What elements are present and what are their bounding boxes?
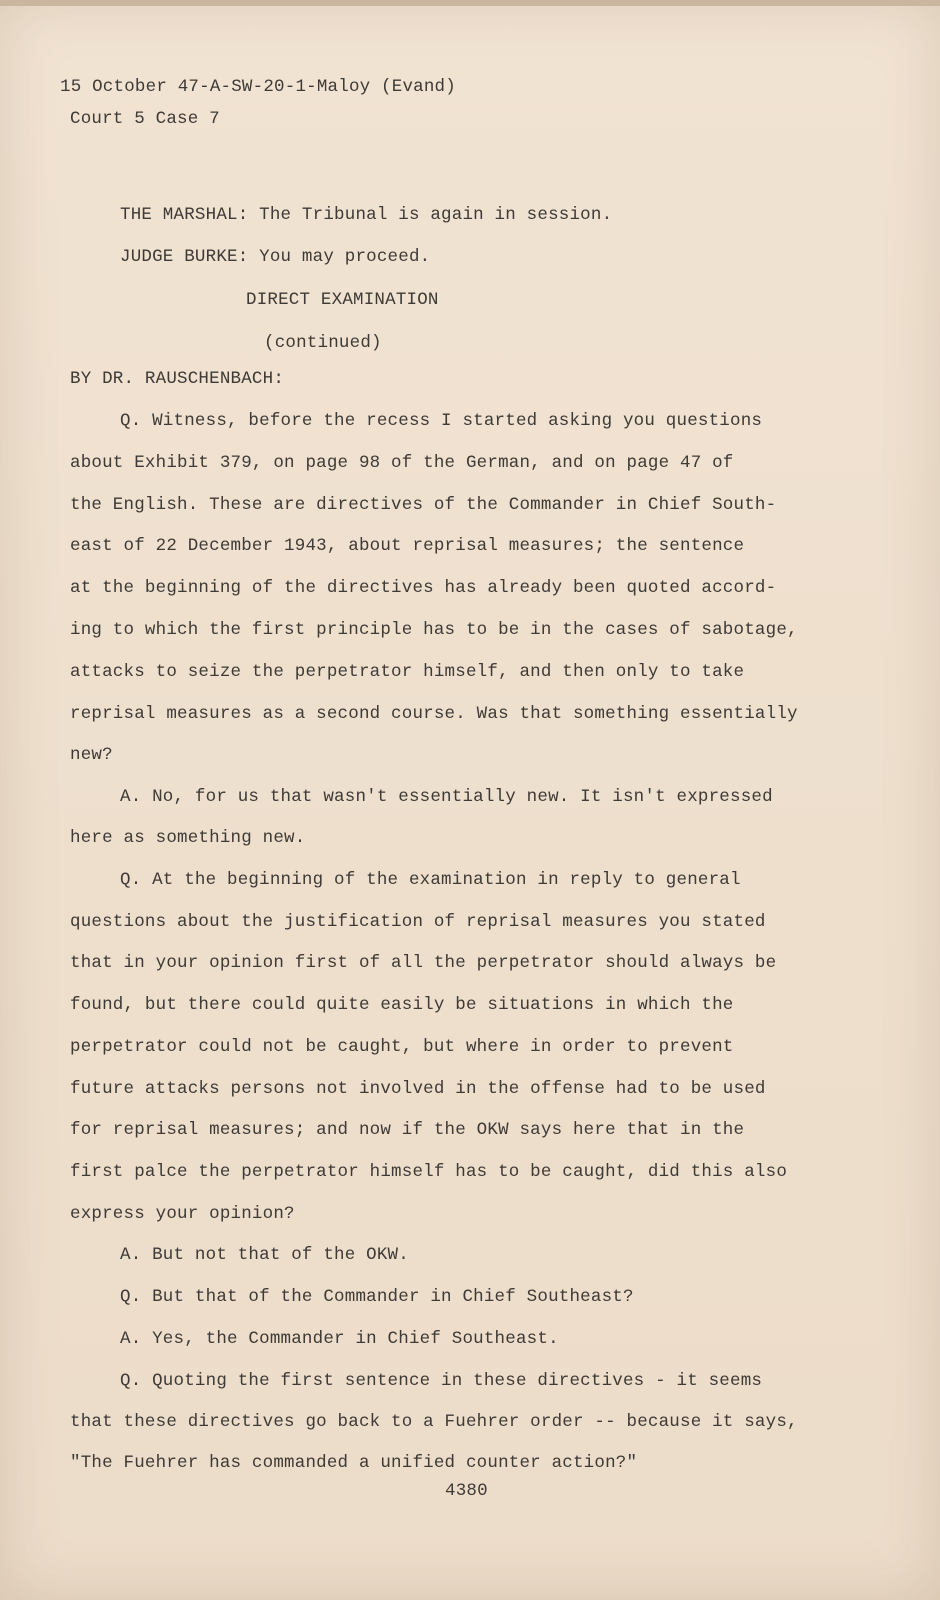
transcript-line: new? [70,745,113,765]
transcript-line: attacks to seize the perpetrator himself, and then only to take [70,662,745,682]
transcript-line: questions about the justification of reprisal measures you stated [70,912,766,932]
transcript-line: future attacks persons not involved in the offense had to be used [70,1079,766,1099]
transcript-line: found, but there could quite easily be situations in which the [70,995,734,1015]
transcript-line: first palce the perpetrator himself has to be caught, did this also [70,1162,788,1182]
transcript-line: perpetrator could not be caught, but where in order to prevent [70,1037,734,1057]
section-subheading: (continued) [264,333,382,353]
transcript-line: Q. At the beginning of the examination in reply to general [120,870,741,890]
transcript-line: ing to which the first principle has to be in the cases of sabotage, [70,620,798,640]
transcript-line: the English. These are directives of the Commander in Chief South- [70,495,777,515]
examiner-line: BY DR. RAUSCHENBACH: [70,369,285,389]
transcript-line: here as something new. [70,828,306,848]
transcript-line: A. But not that of the OKW. [120,1245,409,1265]
transcript-line: Q. Quoting the first sentence in these directives - it seems [120,1371,763,1391]
transcript-line: reprisal measures as a second course. Was that something essentially [70,704,798,724]
file-reference: 15 October 47-A-SW-20-1-Maloy (Evand) [60,77,456,97]
transcript-line: east of 22 December 1943, about reprisal measures; the sentence [70,536,745,556]
transcript-line: "The Fuehrer has commanded a unified counter action?" [70,1453,638,1473]
transcript-line: about Exhibit 379, on page 98 of the German, and on page 47 of [70,453,734,473]
transcript-line: A. Yes, the Commander in Chief Southeast. [120,1329,559,1349]
transcript-line: Q. Witness, before the recess I started asking you questions [120,411,763,431]
transcript-line: for reprisal measures; and now if the OKW says here that in the [70,1120,745,1140]
transcript-line: A. No, for us that wasn't essentially new. It isn't expressed [120,787,773,807]
transcript-line: that these directives go back to a Fuehrer order -- because it says, [70,1412,798,1432]
marshal-line: THE MARSHAL: The Tribunal is again in session. [120,205,613,225]
section-heading: DIRECT EXAMINATION [246,290,439,310]
page-edge [0,0,940,6]
transcript-line: Q. But that of the Commander in Chief Southeast? [120,1287,634,1307]
court-case-line: Court 5 Case 7 [70,109,220,129]
transcript-line: at the beginning of the directives has already been quoted accord- [70,578,777,598]
transcript-line: that in your opinion first of all the perpetrator should always be [70,953,777,973]
page-number: 4380 [445,1481,488,1501]
transcript-line: express your opinion? [70,1204,295,1224]
judge-line: JUDGE BURKE: You may proceed. [120,247,431,267]
